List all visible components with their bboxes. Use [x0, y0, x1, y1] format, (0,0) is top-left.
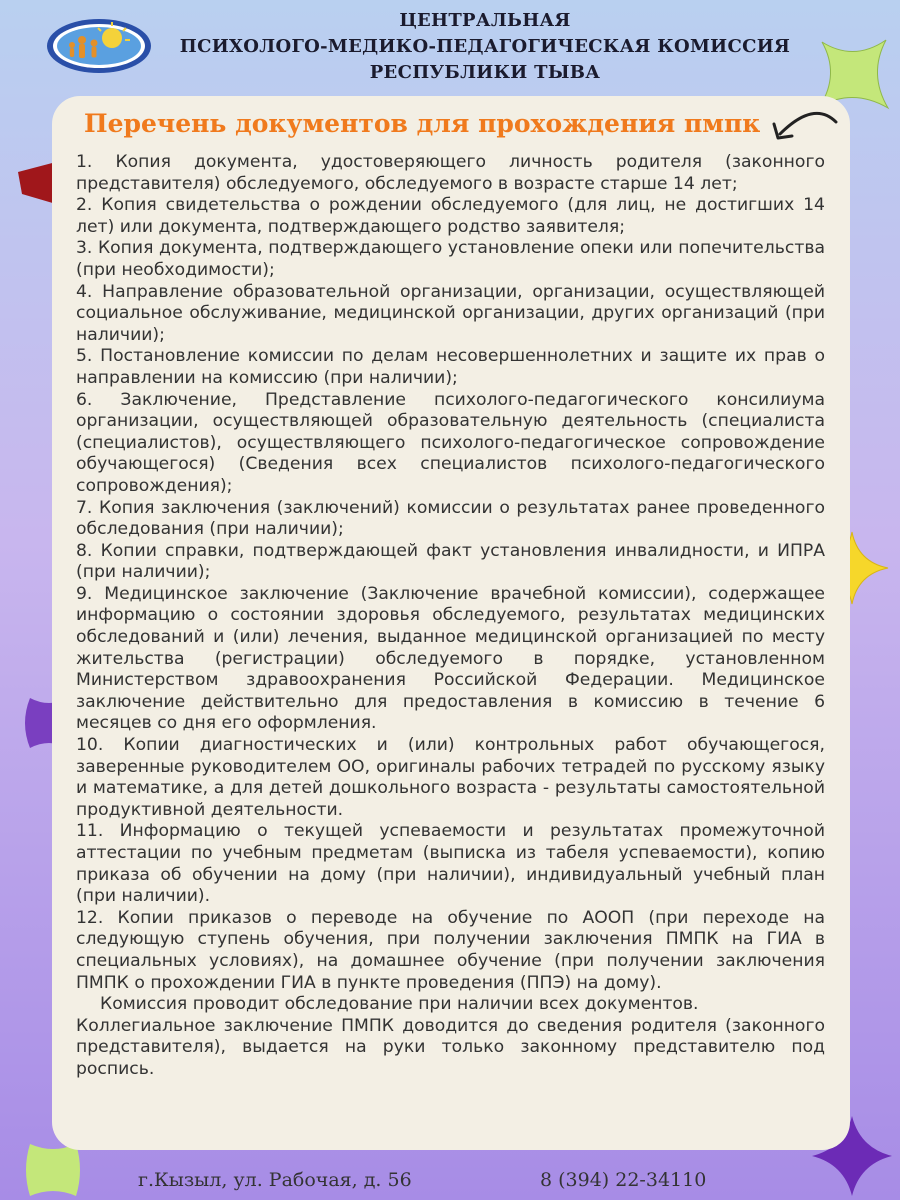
list-item: 7. Копия заключения (заключений) комиссии о результатах ранее проведенного обследования (при наличии);	[76, 497, 825, 540]
document-list	[76, 152, 825, 1081]
org-line: ЦЕНТРАЛЬНАЯ	[399, 10, 571, 31]
footer-phone: 8 (394) 22-34110	[540, 1169, 707, 1191]
page-title: Перечень документов для прохождения пмпк	[84, 109, 761, 138]
list-item: 2. Копия свидетельства о рождении обследуемого (для лиц, не достигших 14 лет) или документа, подтверждающего родство заявителя;	[76, 195, 825, 237]
list-item: 9. Медицинское заключение (Заключение врачебной комиссии), содержащее информацию о состоянии здоровья обследуемого, результатах медицинских обследований и (или) лечения, выданное медицинской организацией по месту жительства (регистрации) обследуемого в порядке, установленном Министерством здравоохранения Российской Федерации. Медицинское заключение действительно для предоставления в комиссию в течение 6 месяцев со дня его оформления.	[76, 583, 825, 734]
list-item: 3. Копия документа, подтверждающего установление опеки или попечительства (при необходимости);	[76, 238, 825, 280]
list-item: 6. Заключение, Представление психолого-педагогического консилиума организации, осуществляющей образовательную деятельность (специалиста (специалистов), осуществляющего психолого-педагогическое сопровождение обучающегося) (Сведения всех специалистов психолого-педагогического сопровождения);	[76, 389, 825, 496]
list-item: 4. Направление образовательной организации, организации, осуществляющей социальное обслуживание, медицинской организации, других организаций (при наличии);	[76, 281, 825, 345]
list-item: 5. Постановление комиссии по делам несовершеннолетних и защите их прав о направлении на комиссию (при наличии);	[76, 346, 825, 388]
header	[0, 0, 900, 92]
list-item: 11. Информацию о текущей успеваемости и результатах промежуточной аттестации по учебным предметам (выписка из табеля успеваемости), копию приказа об обучении на дому (при наличии), индивидуальный учебный план (при наличии).	[76, 821, 825, 907]
note-paragraph: Комиссия проводит обследование при наличии всех документов.	[100, 994, 699, 1015]
list-item: 12. Копии приказов о переводе на обучение по АООП (при переходе на следующую ступень обучения, при получении заключения ПМПК на ГИА в специальных условиях), на домашнее обучение (при получении заключения ПМПК о прохождении ГИА в пункте проведения (ППЭ) на дому).	[76, 907, 825, 993]
list-item: 8. Копии справки, подтверждающей факт установления инвалидности, и ИПРА (при наличии);	[76, 540, 825, 583]
list-item: 1. Копия документа, удостоверяющего личность родителя (законного представителя) обследуемого, обследуемого в возрасте старше 14 лет;	[76, 152, 825, 194]
org-line: ПСИХОЛОГО-МЕДИКО-ПЕДАГОГИЧЕСКАЯ КОМИССИЯ	[179, 36, 791, 57]
curved-arrow-icon	[752, 104, 844, 156]
commission-logo-icon	[46, 18, 152, 74]
list-item: 10. Копии диагностических и (или) контрольных работ обучающегося, заверенные руководителем ОО, оригиналы рабочих тетрадей по русскому языку и математике, а для детей дошкольного возраста - результаты самостоятельной продуктивной деятельности.	[76, 735, 825, 820]
note-paragraph: Коллегиальное заключение ПМПК доводится до сведения родителя (законного представителя), выдается на руки только законному представителю под роспись.	[76, 1015, 825, 1079]
footer-address: г.Кызыл, ул. Рабочая, д. 56	[138, 1169, 412, 1191]
organization-name	[160, 8, 810, 86]
org-line: РЕСПУБЛИКИ ТЫВА	[369, 62, 601, 83]
